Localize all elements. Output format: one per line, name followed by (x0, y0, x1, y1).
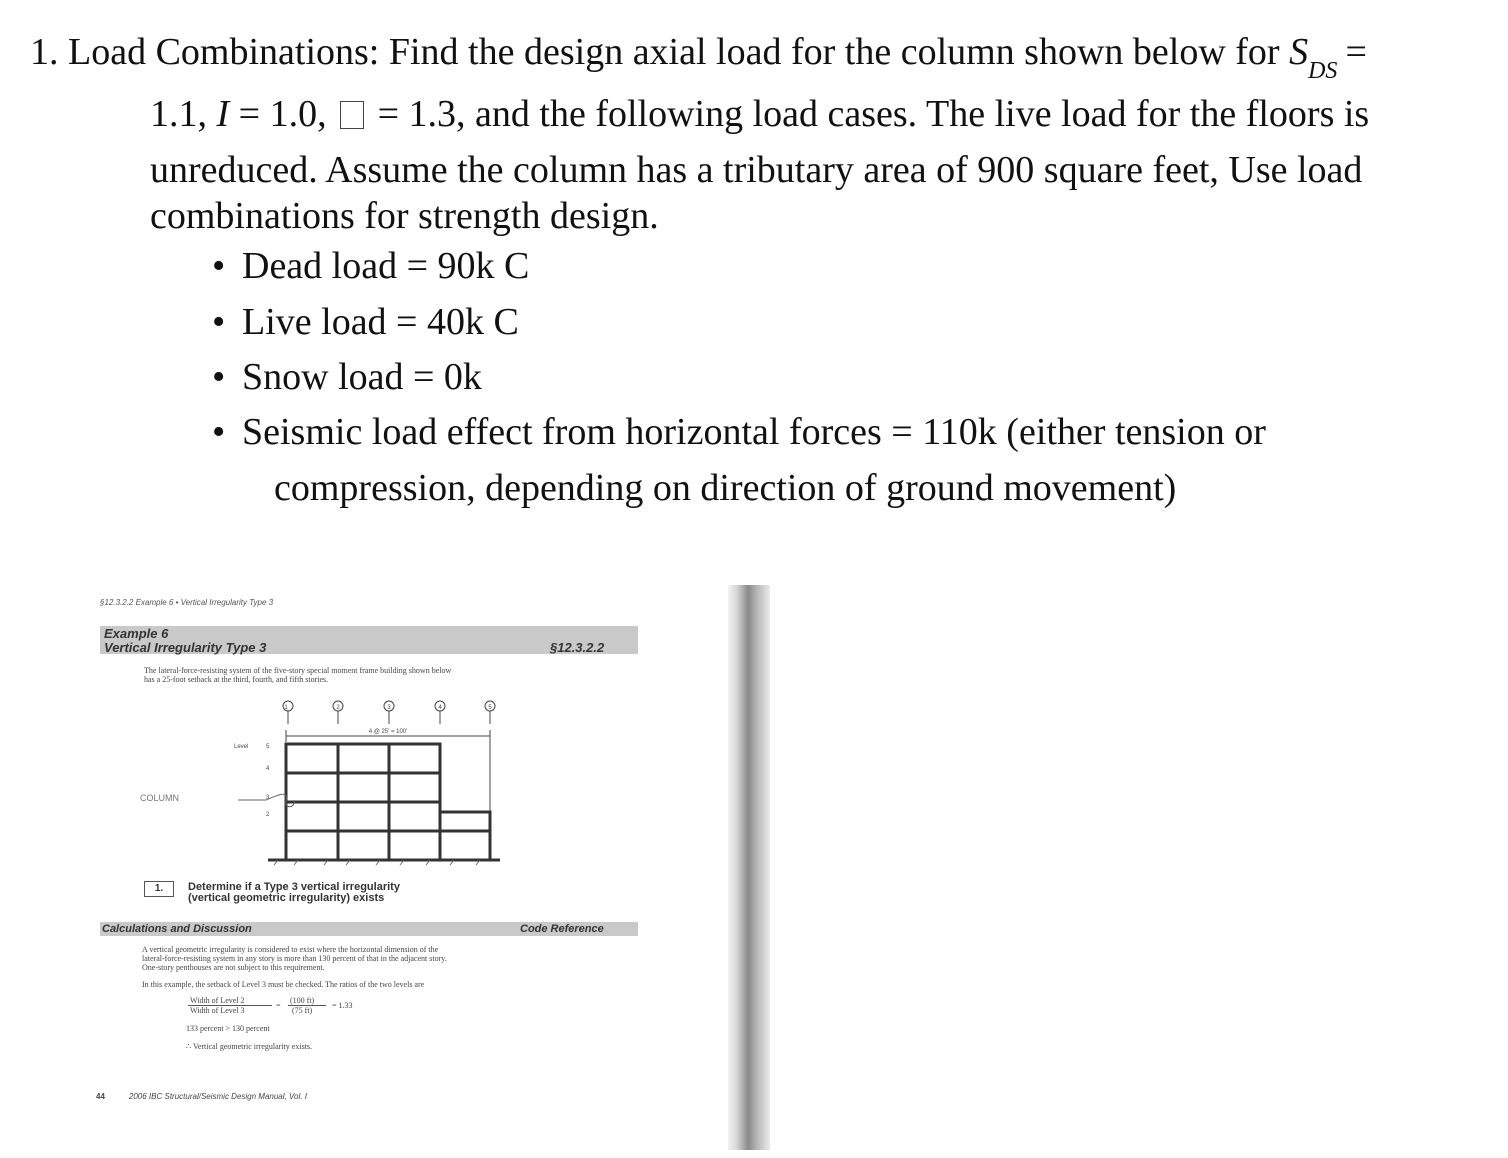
i-symbol: I (216, 93, 230, 135)
equals-sign: = (276, 1001, 281, 1010)
bullet-seismic-continuation: compression, depending on direction of ground movement) (274, 467, 1177, 509)
grid-label: 2 (336, 705, 340, 711)
book-binding-shadow (728, 585, 770, 1150)
s-subscript: DS (1308, 58, 1338, 84)
problem-intro-text: 1. Load Combinations: Find the design axial load for the column shown below for (30, 31, 1290, 73)
bullet-text: Live load = 40k C (242, 301, 519, 343)
step-number: 1. (144, 881, 174, 897)
bullet-snow-load: • Snow load = 0k (212, 356, 482, 398)
step-title-line-1: Determine if a Type 3 vertical irregularity (188, 881, 400, 893)
grid-label: 1 (284, 705, 288, 711)
bullet-text: Dead load = 90k C (242, 245, 530, 287)
problem-line-1 (30, 30, 1367, 84)
calc-text-4: In this example, the setback of Level 3 must be checked. The ratios of the two levels are (142, 980, 425, 989)
level-number: 3 (266, 795, 270, 801)
section-reference: §12.3.2.2 (550, 640, 605, 655)
step-title (188, 882, 400, 904)
bullet-dead-load: • Dead load = 90k C (212, 245, 530, 287)
bullet-live-load: • Live load = 40k C (212, 301, 519, 343)
bullet-text: Seismic load effect from horizontal forces = 110k (either tension or (242, 411, 1266, 453)
dimension-label: 4 @ 25' = 100' (368, 729, 408, 735)
conclusion-text: ∴ Vertical geometric irregularity exists. (186, 1042, 313, 1051)
ratio-result: = 1.33 (332, 1001, 353, 1010)
ratio-denominator: Width of Level 3 (190, 1006, 245, 1015)
problem-line-4: combinations for strength design. (150, 195, 659, 237)
example-subtitle: Vertical Irregularity Type 3 (104, 640, 267, 655)
s-symbol: S (1289, 31, 1309, 73)
comparison-text: 133 percent > 130 percent (186, 1024, 270, 1033)
running-header: §12.3.2.2 Example 6 • Vertical Irregularity Type 3 (100, 598, 274, 607)
ratio-numerator: Width of Level 2 (190, 996, 245, 1005)
ratio-denominator-value: (75 ft) (292, 1006, 313, 1015)
equals-sign: = (1345, 31, 1367, 73)
scanned-manual-page (88, 590, 688, 1130)
handwritten-column-note: COLUMN (140, 793, 180, 803)
example-title: Example 6 (104, 626, 169, 641)
intro-text-2: has a 25-foot setback at the third, fourth, and fifth stories. (144, 675, 329, 684)
rho-value: = 1.3, and the following load cases. The live load for the floors is (368, 93, 1370, 135)
calc-text-1: A vertical geometric irregularity is considered to exist where the horizontal dimension of the (142, 945, 439, 954)
footer-title: 2006 IBC Structural/Seismic Design Manual, Vol. I (128, 1092, 307, 1101)
level-number: 4 (266, 766, 270, 772)
problem-line-2 (150, 92, 1369, 138)
level-number: 5 (266, 744, 270, 750)
missing-symbol-icon (340, 101, 364, 129)
frame-elevation-diagram (88, 590, 688, 880)
level-label: Level (234, 744, 249, 750)
page-number: 44 (96, 1092, 105, 1101)
ratio-numerator-value: (100 ft) (290, 996, 315, 1005)
grid-label: 4 (438, 705, 442, 711)
calc-text-3: One-story penthouses are not subject to this requirement. (142, 963, 325, 972)
calc-text-2: lateral-force-resisting system in any story is more than 130 percent of that in the adjacent story. (142, 954, 447, 963)
bullet-seismic-load: • Seismic load effect from horizontal forces = 110k (either tension or (212, 411, 1266, 453)
code-reference-heading: Code Reference (520, 923, 604, 935)
calculations-heading: Calculations and Discussion (102, 923, 252, 935)
level-number: 2 (266, 812, 270, 818)
bullet-text: Snow load = 0k (242, 356, 482, 398)
step-title-line-2: (vertical geometric irregularity) exists (188, 892, 385, 904)
grid-label: 3 (387, 705, 391, 711)
problem-line-3: unreduced. Assume the column has a tributary area of 900 square feet, Use load (150, 149, 1363, 191)
sds-value: 1.1, (150, 93, 217, 135)
intro-text-1: The lateral-force-resisting system of the five-story special moment frame building shown below (144, 666, 452, 675)
grid-label: 5 (488, 705, 492, 711)
importance-value: = 1.0, (229, 93, 337, 135)
page-footer (96, 1092, 307, 1101)
